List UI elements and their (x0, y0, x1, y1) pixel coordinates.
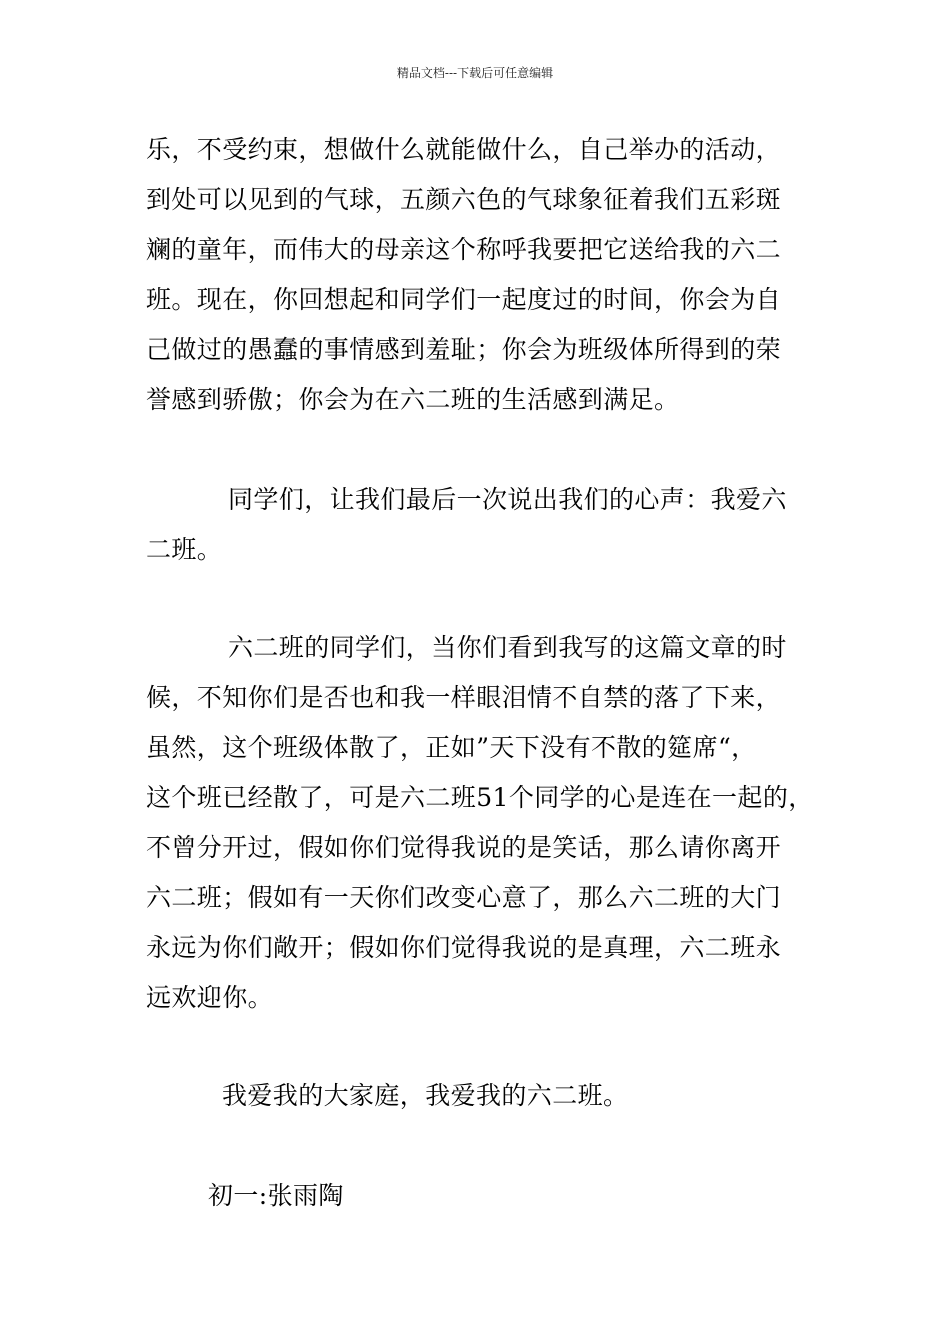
paragraph-line: 二班。 (146, 535, 223, 564)
paragraph-line: 班。现在，你回想起和同学们一起度过的时间，你会为自 (146, 285, 782, 314)
paragraph-line: 远欢迎你。 (146, 983, 274, 1012)
paragraph-line: 乐，不受约束，想做什么就能做什么，自己举办的活动， (146, 135, 782, 164)
paragraph-line: 六二班；假如有一天你们改变心意了，那么六二班的大门 (146, 883, 782, 912)
paragraph-line: 虽然，这个班级体散了，正如”天下没有不散的筵席“， (146, 733, 757, 762)
paragraph-line: 永远为你们敞开；假如你们觉得我说的是真理，六二班永 (146, 933, 782, 962)
paragraph-line: 候，不知你们是否也和我一样眼泪情不自禁的落了下来， (146, 683, 782, 712)
page-header: 精品文档---下载后可任意编辑 (396, 66, 554, 80)
paragraph-line: 誉感到骄傲；你会为在六二班的生活感到满足。 (146, 385, 680, 414)
paragraph-line: 己做过的愚蠢的事情感到羞耻；你会为班级体所得到的荣 (146, 335, 782, 364)
paragraph-line: 我爱我的大家庭，我爱我的六二班。 (222, 1081, 629, 1110)
paragraph-line: 斓的童年，而伟大的母亲这个称呼我要把它送给我的六二 (146, 235, 782, 264)
paragraph-line: 同学们，让我们最后一次说出我们的心声：我爱六 (228, 485, 787, 514)
author-signature: 初一:张雨陶 (208, 1181, 344, 1210)
paragraph-line: 这个班已经散了，可是六二班51个同学的心是连在一起的， (146, 783, 814, 812)
paragraph-line: 六二班的同学们，当你们看到我写的这篇文章的时 (228, 633, 787, 662)
paragraph-line: 到处可以见到的气球，五颜六色的气球象征着我们五彩斑 (146, 185, 782, 214)
paragraph-line: 不曾分开过，假如你们觉得我说的是笑话，那么请你离开 (146, 833, 782, 862)
